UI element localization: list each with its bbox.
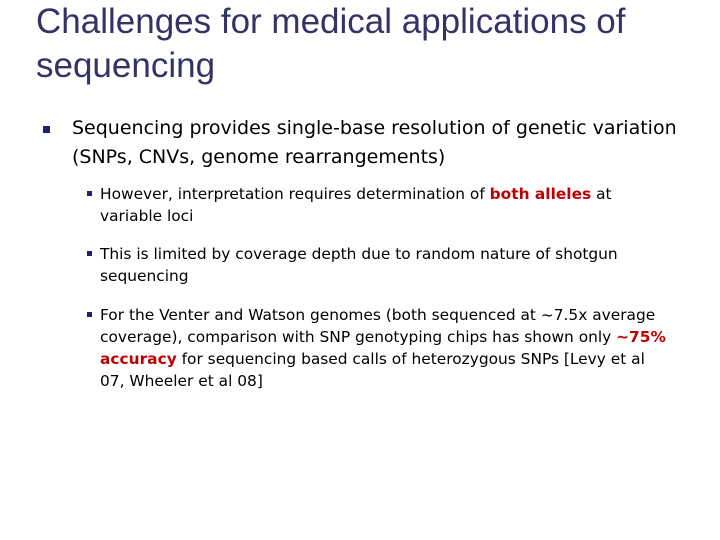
slide-title: Challenges for medical applications of sequencing: [36, 2, 626, 85]
square-bullet-icon: [87, 191, 92, 196]
sub-bullet-text: [100, 304, 670, 392]
sub-bullet-text: This is limited by coverage depth due to random nature of shotgun sequencing: [100, 245, 618, 285]
sub-bullet-accuracy: [100, 304, 670, 392]
square-bullet-icon: [87, 251, 92, 256]
sub-bullet-text-after: for sequencing based calls of heterozygous SNPs [Levy et al 07, Wheeler et al 08]: [100, 350, 645, 390]
highlight-both-alleles: both alleles: [489, 185, 592, 203]
sub-bullet-coverage: [100, 243, 670, 287]
sub-bullet-text-before: However, interpretation requires determination of: [100, 185, 490, 203]
square-bullet-icon: [43, 126, 50, 133]
highlight-accuracy: ~75% accuracy: [100, 328, 666, 368]
sub-bullet-text-before: For the Venter and Watson genomes (both sequenced at ~7.5x average coverage), comparison with SNP genotyping chips has shown only: [100, 306, 656, 346]
sub-bullet-text: [100, 183, 670, 227]
sub-bullet-text-after: at variable loci: [100, 185, 612, 225]
sub-bullet-alleles: [100, 183, 670, 227]
bullet-main: [41, 114, 681, 172]
square-bullet-icon: [87, 312, 92, 317]
bullet-main-text: Sequencing provides single-base resolution of genetic variation (SNPs, CNVs, genome rearrangements): [72, 117, 677, 168]
